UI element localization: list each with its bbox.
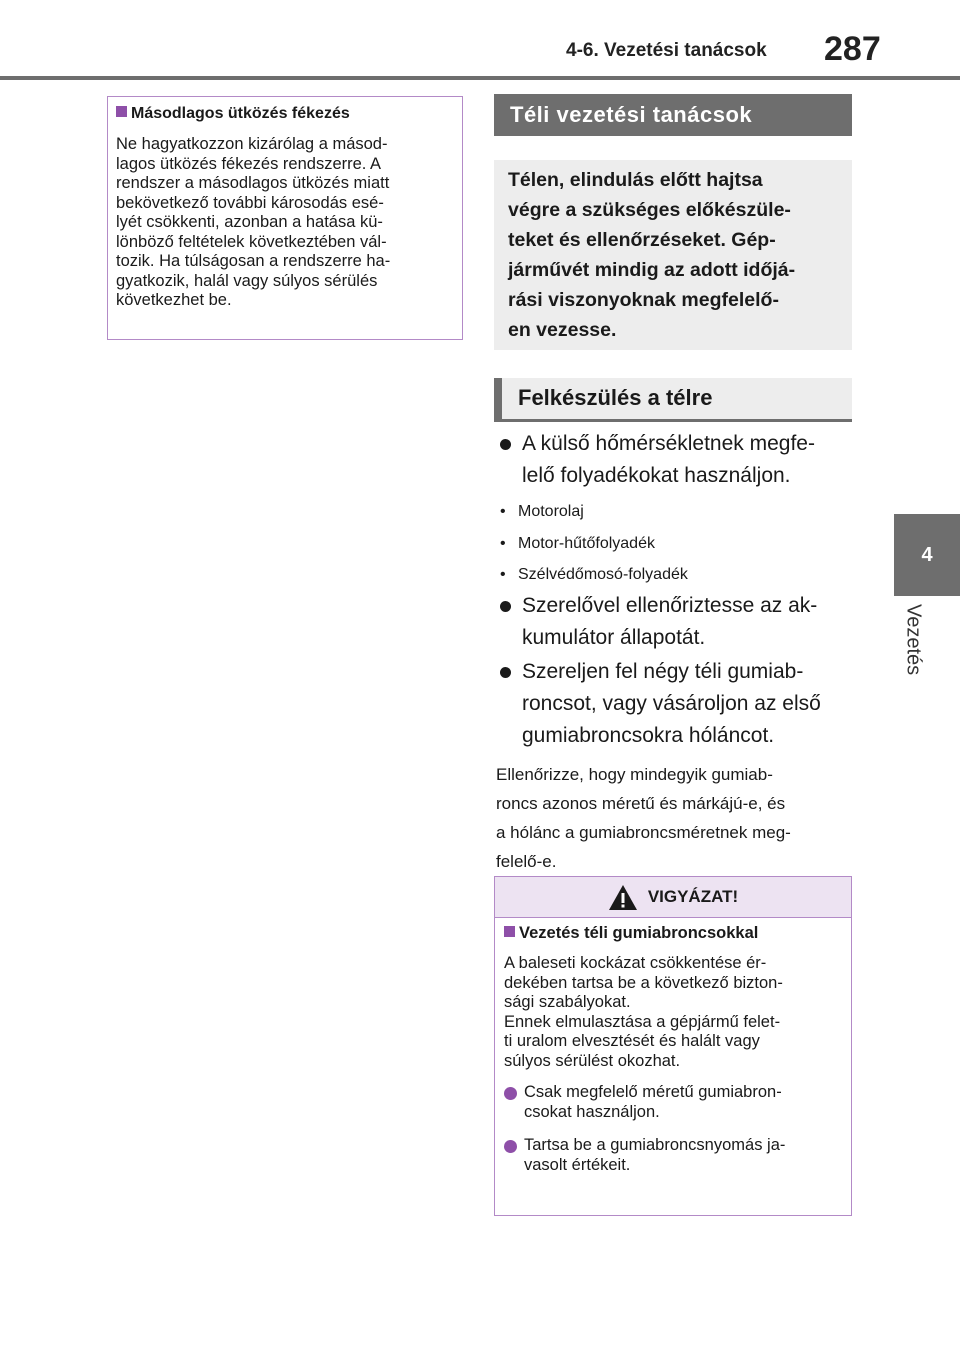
warning-bullet-tire-pressure: Tartsa be a gumiabroncsnyomás ja- vasolt értékeit. [504,1136,841,1175]
caution-text: Ne hagyatkozzon kizárólag a másod- lagos ütközés fékezés rendszerre. A rendszer a másodlagos ütközés miatt bekövetkező további károsodás esé- lyét csökkenti, azonban a hatása kü- lönböző feltételek következtében vál- tozik. Ha túlságosan a rendszerre ha- gyatkozik, halál vagy súlyos sérülés következhet be. [116,135,391,309]
section-intro: Télen, elindulás előtt hajtsa végre a szükséges előkészüle- teket és ellenőrzéseket. Gép- járművét mindig az adott időjá- rási viszonyoknak megfelelő- en vezesse. [494,160,852,350]
caution-heading: Másodlagos ütközés fékezés [116,105,452,123]
square-bullet-icon [504,926,515,937]
list-item: • Motor-hűtőfolyadék [496,528,688,560]
bullet-tires: Szereljen fel négy téli gumiab- roncsot, vagy vásároljon az első gumiabroncsokra hóláncot. [496,656,852,752]
warning-triangle-icon [608,884,638,911]
square-bullet-icon [116,106,127,117]
caution-box-secondary-collision [107,96,463,340]
chapter-label: Vezetés [902,604,925,676]
page-number: 287 [824,30,881,68]
warning-heading: Vezetés téli gumiabroncsokkal [504,924,841,943]
warning-header [495,877,851,918]
bullet-dot-icon [504,1140,517,1153]
bullet-dot-icon [504,1087,517,1100]
list-item: • Motorolaj [496,496,688,528]
tire-check-paragraph: Ellenőrizze, hogy mindegyik gumiab- roncs azonos méretű és márkájú-e, és a hólánc a gumiabroncsméretnek meg- felelő-e. [496,765,791,871]
warning-box-winter-tires [494,876,852,1216]
bullet-dot-icon [500,667,511,678]
list-item: • Szélvédőmosó-folyadék [496,559,688,591]
bullet-battery: Szerelővel ellenőriztesse az ak- kumulátor állapotát. [496,590,852,654]
warning-bullet-tire-size: Csak megfelelő méretű gumiabron- csokat használjon. [504,1083,841,1122]
chapter-number: 4 [921,543,933,566]
warning-text: A baleseti kockázat csökkentése ér- dekében tartsa be a következő bizton- sági szabályokat. Ennek elmulasztása a gépjármű felet- ti uralom elvesztését és halált vagy súlyos sérülést okozhat. [504,954,783,1070]
warning-body [495,918,851,1175]
fluid-list [496,496,688,591]
header-rule [0,76,960,80]
bullet-dot-icon [500,601,511,612]
bullet-fluids: A külső hőmérsékletnek megfe- lelő folyadékokat használjon. [496,428,852,492]
bullet-dot-icon [500,439,511,450]
section-header-title: 4-6. Vezetési tanácsok [566,40,767,61]
subsection-title: Felkészülés a télre [494,378,852,422]
chapter-tab [894,514,960,596]
section-title-bar: Téli vezetési tanácsok [494,94,852,136]
warning-title: VIGYÁZAT! [647,887,739,906]
